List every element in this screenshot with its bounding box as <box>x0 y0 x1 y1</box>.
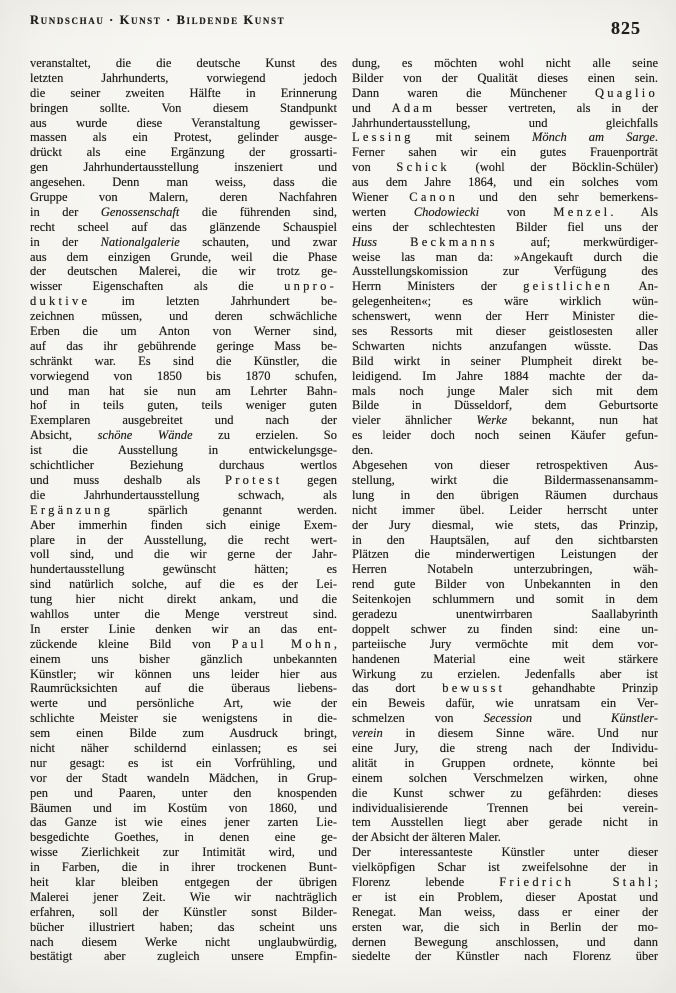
text-line: den. <box>352 443 374 458</box>
text-line: erfahren, soll der Künstler sonst Bilder- <box>30 904 337 919</box>
text-line: stellung, wirkt die Bildermassenansamm- <box>352 472 658 487</box>
text-line: Seitenkojen schlummern und somit in dem <box>352 592 658 607</box>
text-line: Herrn Ministers der geistlichen An- <box>352 279 658 294</box>
text-line: in der Genossenschaft die führenden sind, <box>30 204 337 219</box>
text-line: von Schick (wohl der Böcklin-Schüler) <box>352 160 658 175</box>
text-line: einem uns bisher gänzlich unbekannten <box>30 651 337 666</box>
letterspaced-text: Protest <box>225 472 283 487</box>
text-line: die Jahrhundertausstellung schwach, als <box>30 487 337 502</box>
text-line: drückt als eine Ergänzung der grossarti- <box>30 145 337 160</box>
text-line: Ergänzung spärlich genannt werden. <box>30 502 337 517</box>
text-line: Schwarten nichts anzufangen wüsste. Das <box>352 338 658 353</box>
text-line: der Absicht der älteren Maler. <box>352 830 501 845</box>
italic-text: Werke <box>476 413 508 428</box>
text-line: Huss Beckmanns auf; merkwürdiger- <box>352 234 658 249</box>
text-line: voll sind, und die wir gerne der Jahr- <box>30 547 337 562</box>
text-line: massen als ein Protest, gelinder ausge- <box>30 130 337 145</box>
text-line: Erben die um Anton von Werner sind, <box>30 324 337 339</box>
text-line: zeichnen müssen, und deren schwächliche <box>30 309 337 324</box>
text-line: letzten Jahrhunderts, vorwiegend jedoch <box>30 70 337 85</box>
text-line: Bäumen und im Kostüm von 1860, und <box>30 800 337 815</box>
text-line: zückende kleine Bild von Paul Mohn, <box>30 636 337 651</box>
italic-text: Künstler- <box>611 711 658 726</box>
text-line: in Farben, die in ihrer trockenen Bunt- <box>30 860 337 875</box>
text-line: Bild wirkt in seiner Plumpheit direkt be- <box>352 353 658 368</box>
text-line: schlichte Meister sie wenigstens in die- <box>30 711 337 726</box>
italic-text: Secession <box>483 711 533 726</box>
text-line: die Kunst schwer zu gefährden: dieses <box>352 785 658 800</box>
text-line: mals noch junge Maler sich mit dem <box>352 383 658 398</box>
text-line: ses Ressorts mit dieser geistlosesten aller <box>352 324 658 339</box>
text-line: verein in diesem Sinne wäre. Und nur <box>352 726 658 741</box>
text-line: werten Chodowiecki von Menzel. Als <box>352 204 658 219</box>
text-line: und muss deshalb als Protest gegen <box>30 472 337 487</box>
text-line: weise las man da: »Angekauft durch die <box>352 249 658 264</box>
text-line: sem einen Bilde zum Ausdruck bringt, <box>30 726 337 741</box>
text-line: einem solchen Verschmelzen wirken, ohne <box>352 770 658 785</box>
text-line: angesehen. Denn man weiss, dass die <box>30 175 337 190</box>
text-line: nach diesem Werke nicht unglaubwürdig, <box>30 934 337 949</box>
letterspaced-text: bewusst <box>442 681 506 696</box>
letterspaced-text: Friedrich Stahl <box>499 874 655 889</box>
letterspaced-text: Menzel <box>553 204 611 219</box>
text-line: Exemplaren ausgebreitet und nach der <box>30 413 337 428</box>
text-line: vielköpfigen Schar ist zweifelsohne der in <box>352 860 658 875</box>
text-column-right <box>352 56 658 964</box>
text-line: Ausstellungskomission zur Verfügung des <box>352 264 658 279</box>
text-line: aus dem einzigen Grunde, weil die Phase <box>30 249 337 264</box>
letterspaced-text: Paul Mohn <box>231 636 334 651</box>
text-column-left <box>30 56 337 964</box>
text-line: und man hat sie nun am Lehrter Bahn- <box>30 383 337 398</box>
letterspaced-text: Lessing <box>352 130 414 145</box>
text-line: Aber immerhin finden sich einige Exem- <box>30 517 337 532</box>
text-line: Absicht, schöne Wände zu erzielen. So <box>30 428 337 443</box>
text-line: Bilde in Düsseldorf, dem Geburtsorte <box>352 398 658 413</box>
text-line: ist die Ausstellung in entwickelungsge- <box>30 443 337 458</box>
text-line: gen Jahrhundertausstellung inszeniert und <box>30 160 337 175</box>
text-line: schenswert, wenn der Herr Minister die- <box>352 309 658 324</box>
text-line: sind natürlich solche, auf die es der Lei- <box>30 577 337 592</box>
text-line: rend gute Bilder von Unbekannten in den <box>352 577 658 592</box>
text-line: schichtlicher Beziehung durchaus wertlos <box>30 458 337 473</box>
text-line: es leider doch noch seinen Käufer gefun- <box>352 428 658 443</box>
text-line: bestätigt aber zugleich unsere Empfin- <box>30 949 337 964</box>
text-line: Herren Notabeln unterzubringen, wäh- <box>352 562 658 577</box>
text-line: vor der Stadt wandeln Mädchen, in Grup- <box>30 770 337 785</box>
text-line: Jahrhundertausstellung, und gleichfalls <box>352 115 658 130</box>
text-line: recht scheel auf das glänzende Schauspiel <box>30 219 337 234</box>
text-line: geradezu unentwirrbaren Saallabyrinth <box>352 606 658 621</box>
text-line: bringen sollte. Von diesem Standpunkt <box>30 100 337 115</box>
running-head: Rundschau · Kunst · Bildende Kunst <box>30 13 286 27</box>
letterspaced-text: Ergänzung <box>30 502 114 517</box>
text-line: heit klar bleiben entgegen der übrigen <box>30 874 337 889</box>
text-line: Florenz lebende Friedrich Stahl; <box>352 874 658 889</box>
text-line: das Ganze ist wie eines jener zarten Lie- <box>30 815 337 830</box>
text-line: In erster Linie denken wir an das ent- <box>30 621 337 636</box>
letterspaced-text: Adam <box>391 100 436 115</box>
text-line: tung hier nicht direkt ankam, und die <box>30 592 337 607</box>
text-line: und Adam besser vertreten, als in der <box>352 100 658 115</box>
letterspaced-text: Beckmanns <box>410 234 498 249</box>
text-line: handenen Material eine weit stärkere <box>352 651 658 666</box>
text-line: Dann waren die Münchener Quaglio <box>352 85 658 100</box>
text-line: ersten war, die sich in Berlin der mo- <box>352 919 658 934</box>
text-line: nicht immer übel. Leider herrscht unter <box>352 502 658 517</box>
text-line: leidigend. Im Jahre 1884 machte der da- <box>352 368 658 383</box>
text-line: in der Nationalgalerie schauten, und zwar <box>30 234 337 249</box>
text-line: duktive im letzten Jahrhundert be- <box>30 294 337 309</box>
text-line: schränkt war. Es sind die Künstler, die <box>30 353 337 368</box>
text-line: Ferner sahen wir ein gutes Frauenporträt <box>352 145 658 160</box>
text-line: bücher illustriert haben; das scheint uns <box>30 919 337 934</box>
text-line: hundertausstellung gewünscht hätten; es <box>30 562 337 577</box>
text-line: vorwiegend von 1850 bis 1870 schufen, <box>30 368 337 383</box>
text-line: plare in der Ausstellung, die recht wert- <box>30 532 337 547</box>
text-line: aus wurde diese Veranstaltung gewisser- <box>30 115 337 130</box>
text-line: Malerei jener Zeit. Wie wir nachträglich <box>30 889 337 904</box>
text-line: Plätzen die minderwertigen Leistungen der <box>352 547 658 562</box>
text-line: eins der schlechtesten Bilder fiel uns der <box>352 219 658 234</box>
text-line: der deutschen Malerei, die wir trotz ge- <box>30 264 337 279</box>
text-line: gelegenheiten«; es wäre wirklich wün- <box>352 294 658 309</box>
italic-text: Mönch am Sarge <box>532 130 655 145</box>
italic-text: schöne Wände <box>97 428 193 443</box>
text-line: pen und Paaren, unter den knospenden <box>30 785 337 800</box>
letterspaced-text: Canon <box>409 190 459 205</box>
text-line: er ist ein Problem, dieser Apostat und <box>352 889 658 904</box>
text-line: individualisierende Trennen bei verein- <box>352 800 658 815</box>
letterspaced-text: Quaglio <box>594 85 658 100</box>
letterspaced-text: Schick <box>396 160 450 175</box>
text-line: lung in den übrigen Räumen durchaus <box>352 487 658 502</box>
text-line: auf das ihr gebührende geringe Mass be- <box>30 338 337 353</box>
text-line: Der interessanteste Künstler unter dieser <box>352 845 658 860</box>
text-line: die seiner zweiten Hälfte in Erinnerung <box>30 85 337 100</box>
text-line: werte und persönliche Art, wie der <box>30 696 337 711</box>
text-line: doppelt schwer zu finden sind: eine un- <box>352 621 658 636</box>
italic-text: Nationalgalerie <box>100 234 180 249</box>
text-line: Gruppe von Malern, deren Nachfahren <box>30 190 337 205</box>
page-number: 825 <box>611 18 641 38</box>
text-line: alität in Gruppen ordnete, könnte bei <box>352 755 658 770</box>
text-line: besgedichte Goethes, in denen eine ge- <box>30 830 337 845</box>
italic-text: Genossenschaft <box>100 204 180 219</box>
text-line: Renegat. Man weiss, dass er einer der <box>352 904 658 919</box>
text-line: aus dem Jahre 1864, und ein solches vom <box>352 175 658 190</box>
text-line: eine Jury, die streng nach der Individu- <box>352 740 658 755</box>
letterspaced-text: unpro- <box>284 279 337 294</box>
text-line: in den Hauptsälen, auf den sichtbarsten <box>352 532 658 547</box>
text-line: wisser Eigenschaften als die unpro- <box>30 279 337 294</box>
text-line: dernen Bewegung anschlossen, und dann <box>352 934 658 949</box>
text-line: schmelzen von Secession und Künstler- <box>352 711 658 726</box>
text-line: Wiener Canon und den sehr bemerkens- <box>352 190 658 205</box>
text-line: Raumrücksichten auf die überaus liebens- <box>30 681 337 696</box>
italic-text: Huss <box>352 234 378 249</box>
text-line: Abgesehen von dieser retrospektiven Aus- <box>352 458 658 473</box>
text-line: der Jury diesmal, wie stets, das Prinzip, <box>352 517 658 532</box>
text-line: ein Beweis dafür, wie unratsam ein Ver- <box>352 696 658 711</box>
italic-text: verein <box>352 726 383 741</box>
text-line: veranstaltet, die die deutsche Kunst des <box>30 56 337 70</box>
text-line: Bilder von der Qualität dieses einen sein. <box>352 70 658 85</box>
text-line: tem Ausstellen liegt aber gerade nicht in <box>352 815 658 830</box>
text-line: wisse Zierlichkeit zur Intimität wird, und <box>30 845 337 860</box>
text-line: wahllos unter die Menge verstreut sind. <box>30 606 337 621</box>
text-line: parteiische Jury vermöchte mit dem vor- <box>352 636 658 651</box>
text-line: Wirkung zu erzielen. Jedenfalls aber ist <box>352 666 658 681</box>
text-line: nur gesagt: es ist ein Vorfrühling, und <box>30 755 337 770</box>
text-line: das dort bewusst gehandhabte Prinzip <box>352 681 658 696</box>
text-line: nicht näher schildernd einlassen; es sei <box>30 740 337 755</box>
text-line: Lessing mit seinem Mönch am Sarge. <box>352 130 658 145</box>
text-line: vieler ähnlicher Werke bekannt, nun hat <box>352 413 658 428</box>
text-line: hof in teils guten, teils weniger guten <box>30 398 337 413</box>
italic-text: Chodowiecki <box>413 204 480 219</box>
letterspaced-text: geistlichen <box>523 279 613 294</box>
text-line: siedelte der Künstler nach Florenz über <box>352 949 658 964</box>
letterspaced-text: duktive <box>30 294 91 309</box>
text-line: Künstler; wir können uns leider hier aus <box>30 666 337 681</box>
text-line: dung, es möchten wohl nicht alle seine <box>352 56 658 70</box>
